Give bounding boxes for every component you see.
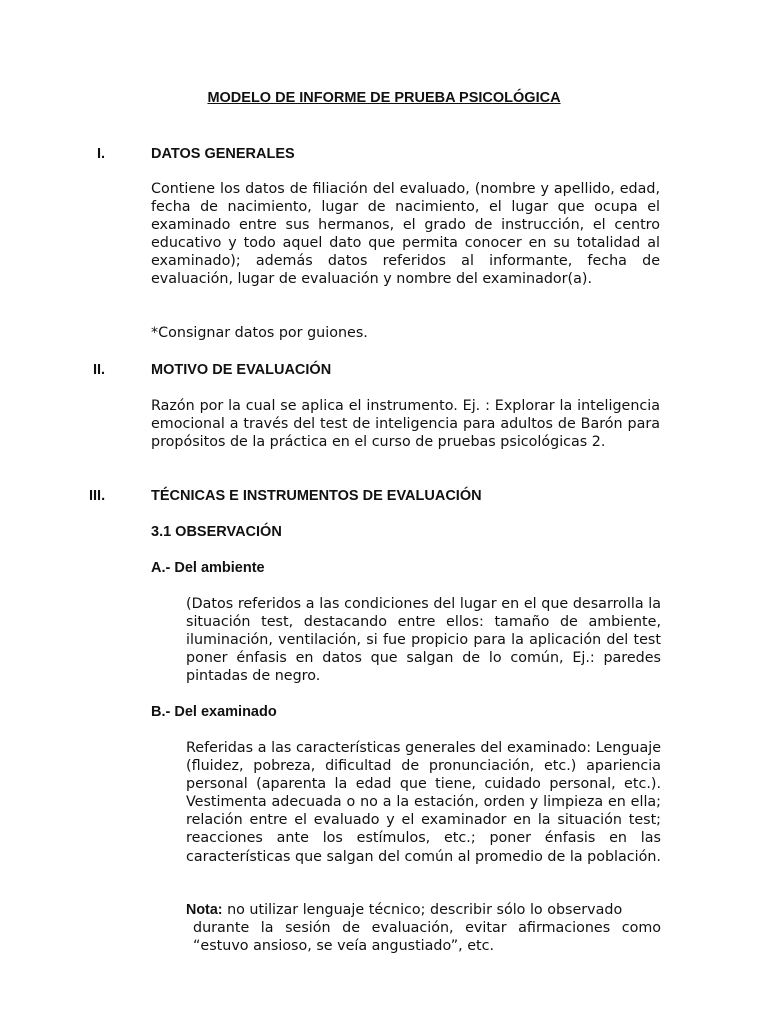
paragraph-examinado: Referidas a las características generales del examinado: Lenguaje (fluidez, pobreza, dificultad de pronunciación, etc.) apariencia personal (aparenta la edad que tiene, cuidado personal, etc.). Vestimenta adecuada o no a la estación, orden y limpieza en ella; relación entre el evaluado y el examinador en la situación test; reacciones ante los estímulos, etc.; poner énfasis en las características que salgan del común al promedio de la población.	[186, 740, 661, 865]
section-number-3: III.	[89, 488, 106, 504]
section-heading-motivo: MOTIVO DE EVALUACIÓN	[151, 362, 332, 378]
section-heading-tecnicas: TÉCNICAS E INSTRUMENTOS DE EVALUACIÓN	[151, 488, 482, 504]
section-number-1: I.	[97, 146, 106, 162]
paragraph-datos-generales: Contiene los datos de filiación del evaluado, (nombre y apellido, edad, fecha de nacimiento, lugar de nacimiento, el lugar que ocupa el examinado entre sus hermanos, el grado de instrucción, el centro educativo y todo aquel dato que permita conocer en su totalidad al examinado); además datos referidos al informante, fecha de evaluación, lugar de evaluación y nombre del examinador(a).	[151, 181, 660, 288]
paragraph-ambiente: (Datos referidos a las condiciones del lugar en el que desarrolla la situación test, destacando entre ellos: tamaño de ambiente, iluminación, ventilación, si fue propicio para la aplicación del test poner énfasis en datos que salgan de lo común, Ej.: paredes pintadas de negro.	[186, 596, 661, 685]
nota-continuation: durante la sesión de evaluación, evitar afirmaciones como “estuvo ansioso, se veía angustiado”, etc.	[193, 920, 661, 955]
subsection-heading-observacion: 3.1 OBSERVACIÓN	[151, 524, 282, 540]
section-number-2: II.	[93, 362, 106, 378]
paragraph-motivo: Razón por la cual se aplica el instrumento. Ej. : Explorar la inteligencia emocional a través del test de inteligencia para adultos de Barón para propósitos de la práctica en el curso de pruebas psicológicas 2.	[151, 398, 660, 451]
nota-label: Nota:	[186, 902, 223, 918]
subsection-heading-ambiente: A.- Del ambiente	[151, 560, 265, 576]
section-heading-datos-generales: DATOS GENERALES	[151, 146, 295, 162]
paragraph-consignar-note: *Consignar datos por guiones.	[151, 325, 368, 341]
nota-first-line: no utilizar lenguaje técnico; describir sólo lo observado	[222, 902, 623, 918]
subsection-heading-examinado: B.- Del examinado	[151, 704, 277, 720]
nota-block	[186, 901, 661, 955]
page-title: MODELO DE INFORME DE PRUEBA PSICOLÓGICA	[207, 90, 561, 106]
